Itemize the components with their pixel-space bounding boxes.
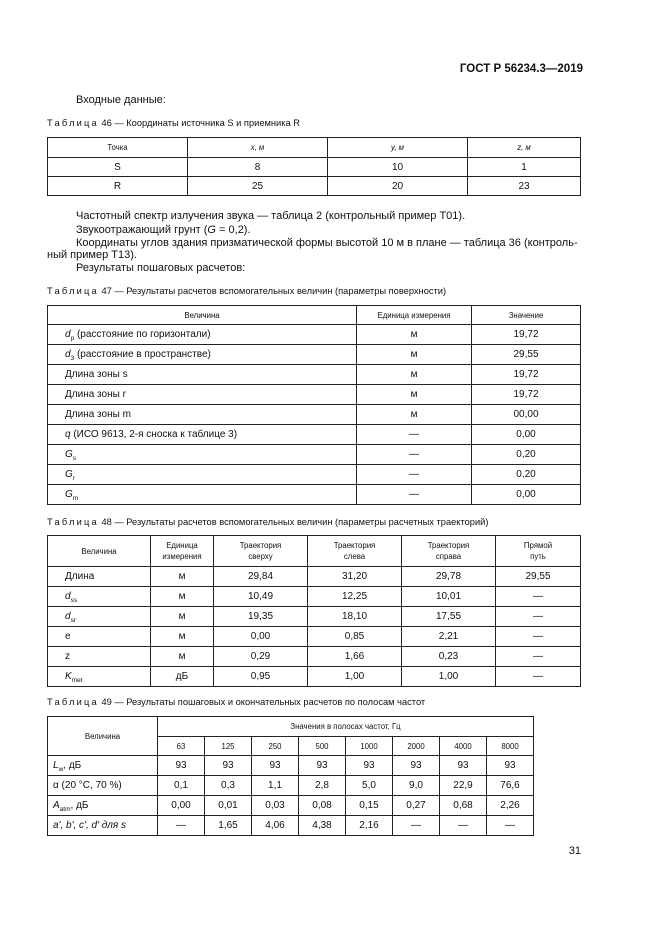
- table-header-row: [48, 138, 581, 158]
- unit-cell: м: [357, 405, 472, 425]
- value-cell: 29,55: [472, 345, 581, 365]
- unit-cell: м: [357, 365, 472, 385]
- table-row: [48, 365, 581, 385]
- frequency-header-cell: 2000: [393, 737, 440, 756]
- table-46: [47, 137, 581, 196]
- value-cell: 0,95: [214, 667, 308, 687]
- unit-cell: м: [357, 325, 472, 345]
- value-cell: 10,49: [214, 587, 308, 607]
- table-46-caption: Таблица 46 — Координаты источника S и приемника R: [47, 118, 300, 128]
- value-cell: 0,68: [440, 796, 487, 816]
- table-47: [47, 305, 581, 505]
- value-cell: 4,06: [252, 816, 299, 836]
- value-cell: 29,78: [402, 567, 496, 587]
- header-cell: x, м: [188, 138, 328, 158]
- quantity-cell: Длина: [48, 567, 151, 587]
- input-data-label: Входные данные:: [76, 94, 166, 106]
- value-cell: —: [496, 587, 581, 607]
- table-row: [48, 647, 581, 667]
- unit-cell: м: [151, 587, 214, 607]
- table-cell: 20: [328, 177, 468, 196]
- table-row: [48, 627, 581, 647]
- frequency-header-cell: 8000: [487, 737, 534, 756]
- unit-cell: м: [151, 607, 214, 627]
- unit-cell: м: [151, 567, 214, 587]
- unit-cell: м: [151, 647, 214, 667]
- header-cell: z, м: [468, 138, 581, 158]
- table-48: [47, 535, 581, 687]
- unit-cell: м: [151, 627, 214, 647]
- value-cell: 0,29: [214, 647, 308, 667]
- table-row: [48, 667, 581, 687]
- table-row: [48, 325, 581, 345]
- unit-cell: м: [357, 385, 472, 405]
- value-cell: 9,0: [393, 776, 440, 796]
- value-cell: 29,55: [496, 567, 581, 587]
- row-label: α (20 °C, 70 %): [48, 776, 158, 796]
- value-cell: 1,1: [252, 776, 299, 796]
- quantity-cell: z: [48, 647, 151, 667]
- value-cell: 31,20: [308, 567, 402, 587]
- quantity-cell: e: [48, 627, 151, 647]
- paragraph-building-line1: Координаты углов здания призматической формы высотой 10 м в плане — таблица 36 (контроль-: [76, 237, 578, 249]
- value-cell: —: [496, 607, 581, 627]
- value-cell: 10,01: [402, 587, 496, 607]
- value-cell: —: [496, 647, 581, 667]
- document-header: ГОСТ Р 56234.3—2019: [459, 63, 583, 75]
- value-cell: 0,00: [472, 425, 581, 445]
- value-cell: 93: [440, 756, 487, 776]
- unit-cell: дБ: [151, 667, 214, 687]
- value-cell: 2,26: [487, 796, 534, 816]
- table-row: [48, 465, 581, 485]
- quantity-cell: Длина зоны m: [48, 405, 357, 425]
- value-cell: 0,08: [299, 796, 346, 816]
- table-cell: 25: [188, 177, 328, 196]
- value-cell: 1,65: [205, 816, 252, 836]
- header-cell: Величина: [48, 717, 158, 756]
- table-row: [48, 405, 581, 425]
- header-cell: Величина: [48, 536, 151, 567]
- table-47-caption: Таблица 47 — Результаты расчетов вспомогательных величин (параметры поверхности): [47, 286, 447, 296]
- quantity-cell: $d_3$ (расстояние в пространстве): [48, 345, 357, 365]
- value-cell: —: [496, 627, 581, 647]
- header-cell: Единица измерения: [151, 536, 214, 567]
- value-cell: 00,00: [472, 405, 581, 425]
- row-label: a', b', c', d' для s: [48, 816, 158, 836]
- header-cell: Траектория справа: [402, 536, 496, 567]
- header-cell: Единица измерения: [357, 306, 472, 325]
- value-cell: 76,6: [487, 776, 534, 796]
- table-row: [48, 177, 581, 196]
- value-cell: 18,10: [308, 607, 402, 627]
- table-row: [48, 425, 581, 445]
- table-row: [48, 756, 534, 776]
- unit-cell: —: [357, 465, 472, 485]
- quantity-cell: $G_m$: [48, 485, 357, 505]
- quantity-cell: $K_{met}$: [48, 667, 151, 687]
- value-cell: 0,20: [472, 445, 581, 465]
- value-cell: 93: [487, 756, 534, 776]
- header-cell: Значения в полосах частот, Гц: [158, 717, 534, 737]
- table-row: [48, 345, 581, 365]
- value-cell: 93: [393, 756, 440, 776]
- table-header-row: [48, 536, 581, 567]
- table-cell: 23: [468, 177, 581, 196]
- quantity-cell: Длина зоны s: [48, 365, 357, 385]
- header-cell: Точка: [48, 138, 188, 158]
- table-row: [48, 567, 581, 587]
- unit-cell: —: [357, 445, 472, 465]
- value-cell: —: [496, 667, 581, 687]
- value-cell: —: [440, 816, 487, 836]
- value-cell: 0,3: [205, 776, 252, 796]
- value-cell: 0,15: [346, 796, 393, 816]
- value-cell: —: [487, 816, 534, 836]
- table-header-row: [48, 717, 534, 737]
- value-cell: 0,01: [205, 796, 252, 816]
- table-header-row: [48, 306, 581, 325]
- quantity-cell: $d_{sr}$: [48, 607, 151, 627]
- value-cell: 93: [205, 756, 252, 776]
- frequency-header-cell: 63: [158, 737, 205, 756]
- value-cell: 93: [299, 756, 346, 776]
- frequency-header-cell: 250: [252, 737, 299, 756]
- header-cell: Траектория сверху: [214, 536, 308, 567]
- value-cell: 5,0: [346, 776, 393, 796]
- table-cell: S: [48, 158, 188, 177]
- value-cell: 0,23: [402, 647, 496, 667]
- table-row: [48, 385, 581, 405]
- value-cell: 0,00: [472, 485, 581, 505]
- table-cell: 1: [468, 158, 581, 177]
- quantity-cell: q (ИСО 9613, 2-я сноска к таблице 3): [48, 425, 357, 445]
- table-row: [48, 816, 534, 836]
- value-cell: 4,38: [299, 816, 346, 836]
- value-cell: 93: [346, 756, 393, 776]
- header-cell: Значение: [472, 306, 581, 325]
- table-cell: 8: [188, 158, 328, 177]
- table-row: [48, 485, 581, 505]
- unit-cell: —: [357, 425, 472, 445]
- header-cell: Величина: [48, 306, 357, 325]
- frequency-header-cell: 125: [205, 737, 252, 756]
- unit-cell: м: [357, 345, 472, 365]
- row-label: $A_{atm}$, дБ: [48, 796, 158, 816]
- table-row: [48, 445, 581, 465]
- paragraph-ground: Звукоотражающий грунт (G = 0,2).: [76, 224, 251, 236]
- value-cell: 19,35: [214, 607, 308, 627]
- value-cell: 22,9: [440, 776, 487, 796]
- header-cell: Прямой путь: [496, 536, 581, 567]
- header-cell: y, м: [328, 138, 468, 158]
- header-cell: Траектория слева: [308, 536, 402, 567]
- value-cell: 1,66: [308, 647, 402, 667]
- frequency-header-cell: 500: [299, 737, 346, 756]
- page-number: 31: [568, 845, 581, 857]
- table-row: [48, 587, 581, 607]
- table-row: [48, 776, 534, 796]
- value-cell: 0,00: [214, 627, 308, 647]
- value-cell: 93: [158, 756, 205, 776]
- value-cell: 2,8: [299, 776, 346, 796]
- unit-cell: —: [357, 485, 472, 505]
- paragraph-spectrum: Частотный спектр излучения звука — таблица 2 (контрольный пример Т01).: [76, 210, 466, 222]
- value-cell: 19,72: [472, 365, 581, 385]
- table-49-caption: Таблица 49 — Результаты пошаговых и окончательных расчетов по полосам частот: [47, 697, 426, 707]
- value-cell: 19,72: [472, 325, 581, 345]
- value-cell: 0,00: [158, 796, 205, 816]
- value-cell: —: [158, 816, 205, 836]
- frequency-header-cell: 1000: [346, 737, 393, 756]
- value-cell: 0,20: [472, 465, 581, 485]
- quantity-cell: $G_s$: [48, 445, 357, 465]
- value-cell: 0,85: [308, 627, 402, 647]
- paragraph-building-line2: ный пример Т13).: [47, 249, 137, 261]
- table-row: [48, 607, 581, 627]
- value-cell: 19,72: [472, 385, 581, 405]
- value-cell: 0,27: [393, 796, 440, 816]
- value-cell: 1,00: [402, 667, 496, 687]
- quantity-cell: $d_p$ (расстояние по горизонтали): [48, 325, 357, 345]
- quantity-cell: $G_r$: [48, 465, 357, 485]
- frequency-header-cell: 4000: [440, 737, 487, 756]
- value-cell: 12,25: [308, 587, 402, 607]
- value-cell: 0,1: [158, 776, 205, 796]
- value-cell: 93: [252, 756, 299, 776]
- quantity-cell: Длина зоны r: [48, 385, 357, 405]
- row-label: $L_w$, дБ: [48, 756, 158, 776]
- value-cell: 2,21: [402, 627, 496, 647]
- value-cell: 29,84: [214, 567, 308, 587]
- table-cell: 10: [328, 158, 468, 177]
- table-cell: R: [48, 177, 188, 196]
- value-cell: 17,55: [402, 607, 496, 627]
- table-48-caption: Таблица 48 — Результаты расчетов вспомогательных величин (параметры расчетных траекторий): [47, 517, 489, 527]
- value-cell: 0,03: [252, 796, 299, 816]
- value-cell: —: [393, 816, 440, 836]
- value-cell: 1,00: [308, 667, 402, 687]
- table-row: [48, 158, 581, 177]
- quantity-cell: $d_{ss}$: [48, 587, 151, 607]
- table-49: [47, 716, 534, 836]
- value-cell: 2,16: [346, 816, 393, 836]
- paragraph-results: Результаты пошаговых расчетов:: [76, 262, 246, 274]
- table-row: [48, 796, 534, 816]
